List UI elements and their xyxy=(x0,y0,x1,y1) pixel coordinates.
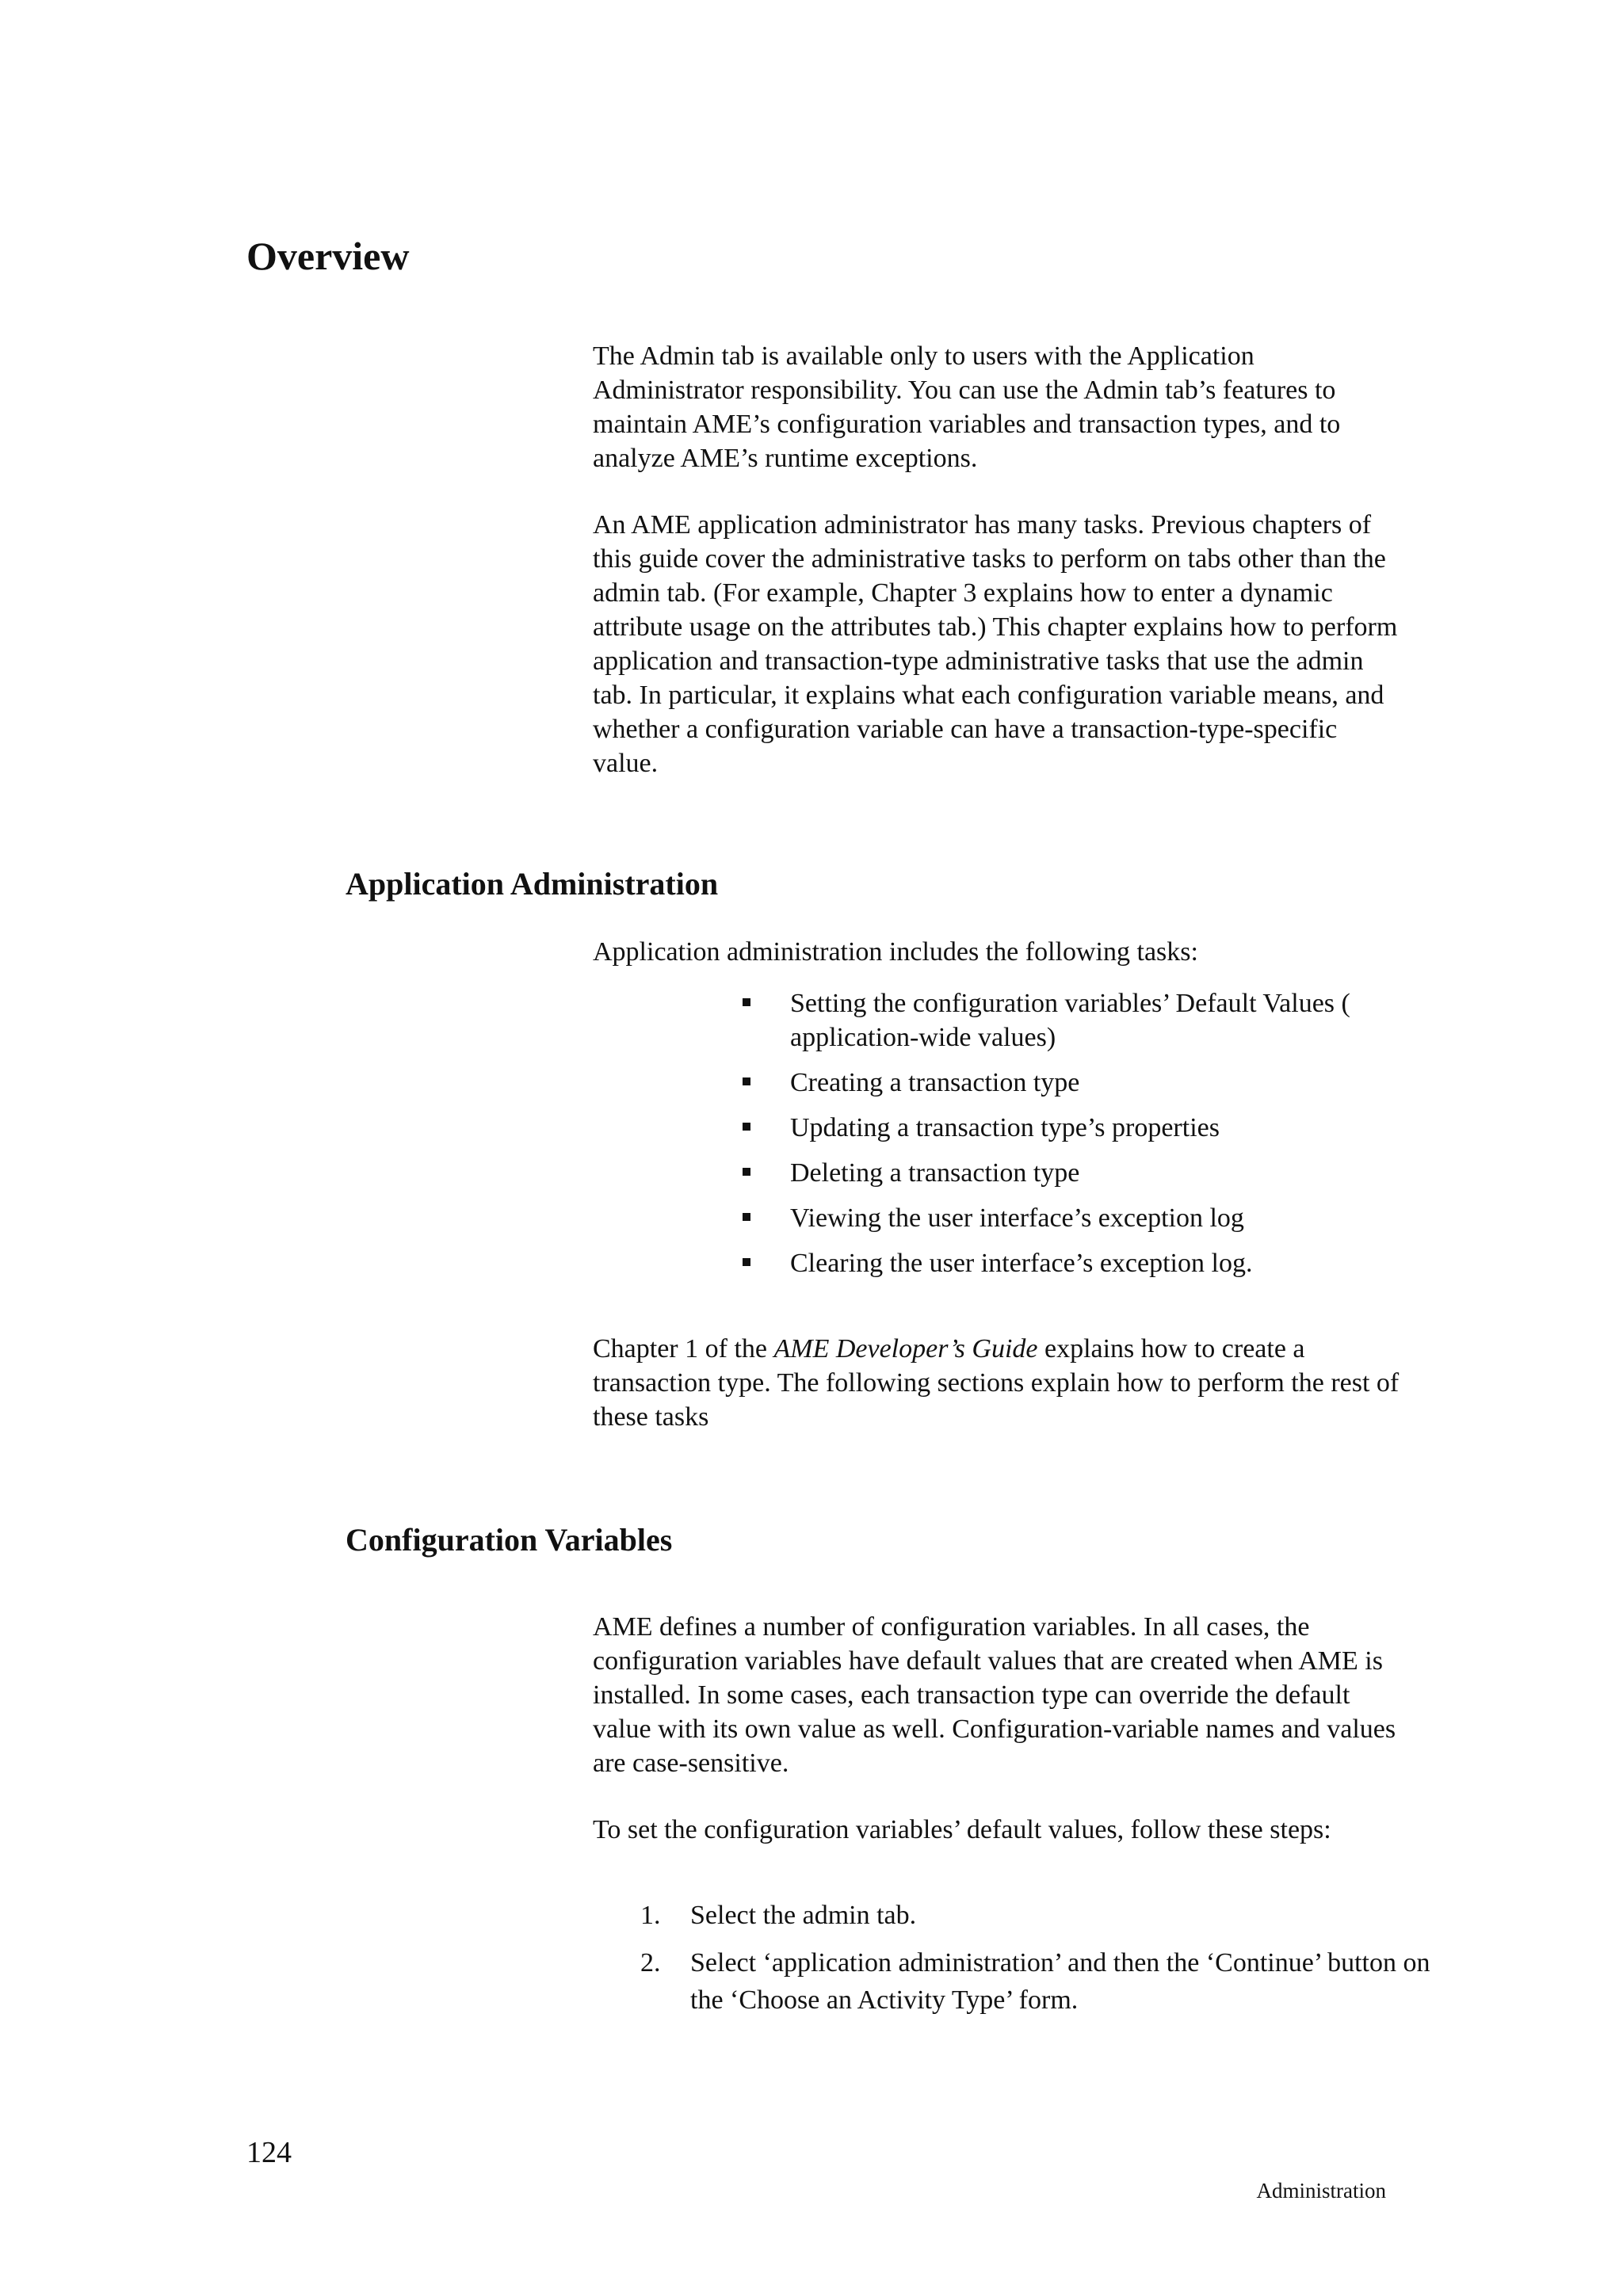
step-number: 2. xyxy=(640,1948,661,1978)
configuration-variables-heading: Configuration Variables xyxy=(346,1522,673,1558)
square-bullet-icon xyxy=(743,1168,750,1176)
square-bullet-icon xyxy=(743,1258,750,1266)
step-text: Select ‘application administration’ and then the ‘Continue’ button on the ‘Choose an Activity Type’ form. xyxy=(690,1948,1430,2015)
list-item xyxy=(743,1066,1377,1100)
task-text: Setting the configuration variables’ Default Values ( application-wide values) xyxy=(790,989,1350,1052)
application-administration-closing xyxy=(593,1332,1401,1434)
list-item xyxy=(743,1246,1377,1280)
step-text: Select the admin tab. xyxy=(690,1901,917,1930)
configuration-variables-paragraph-1: AME defines a number of configuration variables. In all cases, the configuration variables have default values that are created when AME is installed. In some cases, each transaction type can override the default value with its own value as well. Configuration-variable names and values are case-sensitive. xyxy=(593,1612,1396,1778)
page-title: Overview xyxy=(246,234,410,278)
overview-paragraph-1: The Admin tab is available only to users with the Application Administrator responsibility. You can use the Admin tab’s features to maintain AME’s configuration variables and transaction types, and to analyze AME’s runtime exceptions. xyxy=(593,341,1341,473)
task-text: Updating a transaction type’s properties xyxy=(790,1113,1220,1142)
square-bullet-icon xyxy=(743,998,750,1006)
task-text: Creating a transaction type xyxy=(790,1068,1080,1097)
guide-title: AME Developer’s Guide xyxy=(773,1334,1038,1363)
square-bullet-icon xyxy=(743,1213,750,1221)
configuration-variables-paragraph-2: To set the configuration variables’ default values, follow these steps: xyxy=(593,1815,1331,1844)
step-item xyxy=(640,1944,1433,2019)
square-bullet-icon xyxy=(743,1123,750,1131)
application-administration-heading: Application Administration xyxy=(346,866,719,902)
list-item xyxy=(743,1201,1377,1235)
list-item xyxy=(743,1156,1377,1190)
steps-list xyxy=(640,1897,1433,2029)
task-text: Clearing the user interface’s exception log. xyxy=(790,1249,1253,1278)
step-item xyxy=(640,1897,1433,1934)
list-item xyxy=(743,1111,1377,1145)
task-list xyxy=(743,986,1377,1291)
list-item xyxy=(743,986,1377,1055)
running-footer: Administration xyxy=(1256,2179,1386,2203)
overview-paragraph-2: An AME application administrator has many tasks. Previous chapters of this guide cover the administrative tasks to perform on tabs other than the admin tab. (For example, Chapter 3 explains how to enter a dynamic attribute usage on the attributes tab.) This chapter explains how to perform application and transaction-type administrative tasks that use the admin tab. In particular, it explains what each configuration variable means, and whether a configuration variable can have a transaction-type-specific value. xyxy=(593,510,1398,778)
square-bullet-icon xyxy=(743,1077,750,1085)
closing-suffix: explains how to create a transaction type. The following sections explain how to perform the rest of these tasks xyxy=(593,1334,1400,1432)
closing-prefix: Chapter 1 of the xyxy=(593,1334,774,1363)
page-number: 124 xyxy=(246,2136,292,2169)
step-number: 1. xyxy=(640,1901,661,1930)
application-administration-intro: Application administration includes the following tasks: xyxy=(593,937,1198,967)
task-text: Viewing the user interface’s exception log xyxy=(790,1203,1244,1233)
task-text: Deleting a transaction type xyxy=(790,1158,1080,1188)
